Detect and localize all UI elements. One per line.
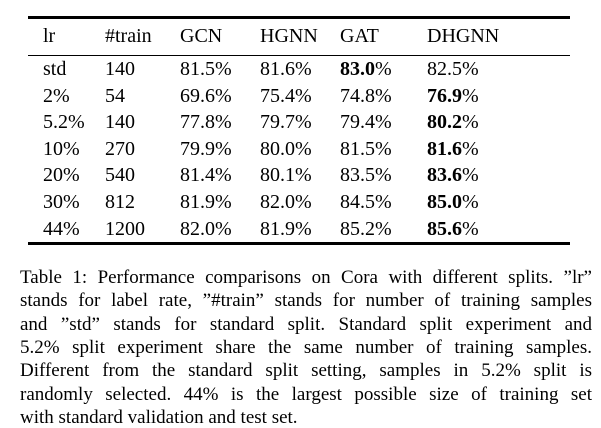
table-cell: 85.2% <box>340 217 392 240</box>
column-header-gat: GAT <box>340 25 379 47</box>
table-cell: 10% <box>43 137 80 160</box>
table-cell: 69.6% <box>180 84 232 107</box>
table-cell: 81.9% <box>260 217 312 240</box>
column-header-hgnn: HGNN <box>260 25 318 47</box>
table-cell: 84.5% <box>340 191 392 214</box>
column-header-train: #train <box>105 25 152 47</box>
table-row <box>28 136 570 163</box>
table-cell-best: 83.6% <box>427 164 479 187</box>
table-cell: std <box>43 57 67 80</box>
table-cell: 77.8% <box>180 111 232 134</box>
table-cell: 81.5% <box>340 137 392 160</box>
column-header-dhgnn: DHGNN <box>427 25 500 47</box>
table-cell-best: 80.2% <box>427 111 479 134</box>
table-cell-best: 81.6% <box>427 137 479 160</box>
table-cell: 79.4% <box>340 111 392 134</box>
table-cell: 2% <box>43 84 70 107</box>
table-cell: 79.9% <box>180 137 232 160</box>
table-cell: 81.4% <box>180 164 232 187</box>
table-row <box>28 83 570 110</box>
table-cell: 81.5% <box>180 57 232 80</box>
column-header-gcn: GCN <box>180 25 223 47</box>
table-row <box>28 162 570 189</box>
table-row <box>28 216 570 243</box>
table-cell: 1200 <box>105 217 145 240</box>
table-cell: 82.0% <box>260 191 312 214</box>
table-cell: 79.7% <box>260 111 312 134</box>
table-cell: 80.1% <box>260 164 312 187</box>
table-cell: 44% <box>43 217 80 240</box>
table-cell: 75.4% <box>260 84 312 107</box>
table-caption <box>20 266 592 428</box>
column-header-lr: lr <box>43 25 56 47</box>
table-cell-best: 85.0% <box>427 191 479 214</box>
table-cell: 74.8% <box>340 84 392 107</box>
table-cell: 5.2% <box>43 111 85 134</box>
table-cell: 540 <box>105 164 135 187</box>
table-header-row <box>28 19 570 55</box>
caption-line: and ”std” stands for standard split. Standard split experiment and <box>20 313 592 335</box>
table-cell: 82.0% <box>180 217 232 240</box>
table-bottom-rule <box>28 242 570 245</box>
table-cell: 82.5% <box>427 57 479 80</box>
table-row <box>28 109 570 136</box>
table-cell: 80.0% <box>260 137 312 160</box>
caption-line: Different from the standard split setting, samples in 5.2% split is <box>20 360 592 382</box>
table-cell-best: 76.9% <box>427 84 479 107</box>
table-cell: 83.5% <box>340 164 392 187</box>
table-cell: 81.9% <box>180 191 232 214</box>
table-row <box>28 189 570 216</box>
caption-line: Table 1: Performance comparisons on Cora with different splits. ”lr” <box>20 267 592 288</box>
caption-line: with standard validation and test set. <box>20 407 298 428</box>
table-cell-best: 85.6% <box>427 217 479 240</box>
table-cell: 54 <box>105 84 125 107</box>
table-row <box>28 56 570 83</box>
table-cell: 812 <box>105 191 135 214</box>
caption-line: randomly selected. 44% is the largest possible size of training set <box>20 383 592 405</box>
caption-line: stands for label rate, ”#train” stands for number of training samples <box>20 290 592 312</box>
table-cell-best: 83.0% <box>340 57 392 80</box>
table-cell: 140 <box>105 111 135 134</box>
caption-line: 5.2% split experiment share the same number of training samples. <box>20 337 592 359</box>
table-cell: 140 <box>105 57 135 80</box>
results-table <box>28 16 570 245</box>
table-cell: 20% <box>43 164 80 187</box>
table-cell: 81.6% <box>260 57 312 80</box>
table-cell: 30% <box>43 191 80 214</box>
table-cell: 270 <box>105 137 135 160</box>
